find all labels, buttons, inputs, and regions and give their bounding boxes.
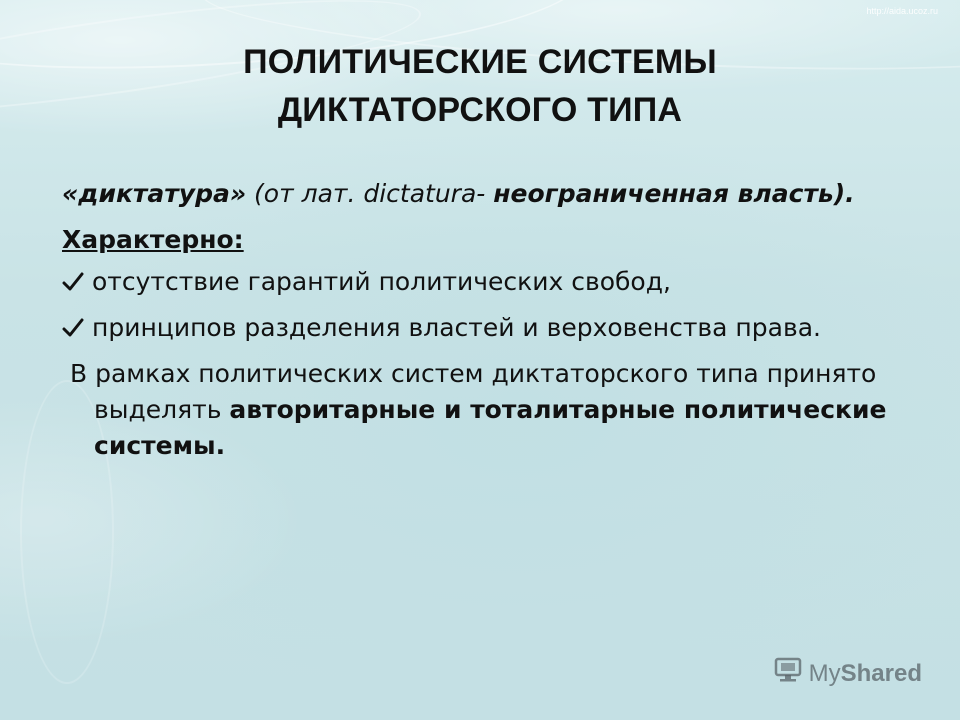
watermark-url: http://aida.ucoz.ru (866, 6, 938, 16)
title-line-1: ПОЛИТИЧЕСКИЕ СИСТЕМЫ (243, 43, 717, 81)
list-item (62, 264, 912, 300)
conclusion-text: В рамках политических систем диктаторского типа принято выделять (70, 359, 877, 424)
logo-text-my: My (808, 659, 841, 687)
list-item (62, 310, 912, 346)
slide-title (60, 38, 900, 134)
conclusion-bold-text: авторитарные и тоталитарные политические системы. (94, 395, 887, 460)
myshared-logo (773, 657, 922, 690)
characteristic-heading: Характерно: (62, 225, 244, 254)
definition-term: «диктатура» (62, 179, 247, 208)
definition-origin: (от лат. dictatura- (246, 179, 486, 208)
logo-icon (773, 657, 803, 690)
definition-paragraph (62, 176, 912, 212)
title-line-2: ДИКТАТОРСКОГО ТИПА (277, 91, 683, 129)
list-item-text: отсутствие гарантий политических свобод, (92, 267, 671, 296)
logo-text-shared: Shared (840, 659, 922, 687)
conclusion-paragraph (62, 356, 912, 464)
checkmark-icon (62, 310, 92, 346)
list-item-text: принципов разделения властей и верховенства права. (92, 313, 821, 342)
definition-meaning: неограниченная власть). (493, 179, 855, 208)
slide-content (62, 176, 912, 464)
checkmark-icon (62, 264, 92, 300)
